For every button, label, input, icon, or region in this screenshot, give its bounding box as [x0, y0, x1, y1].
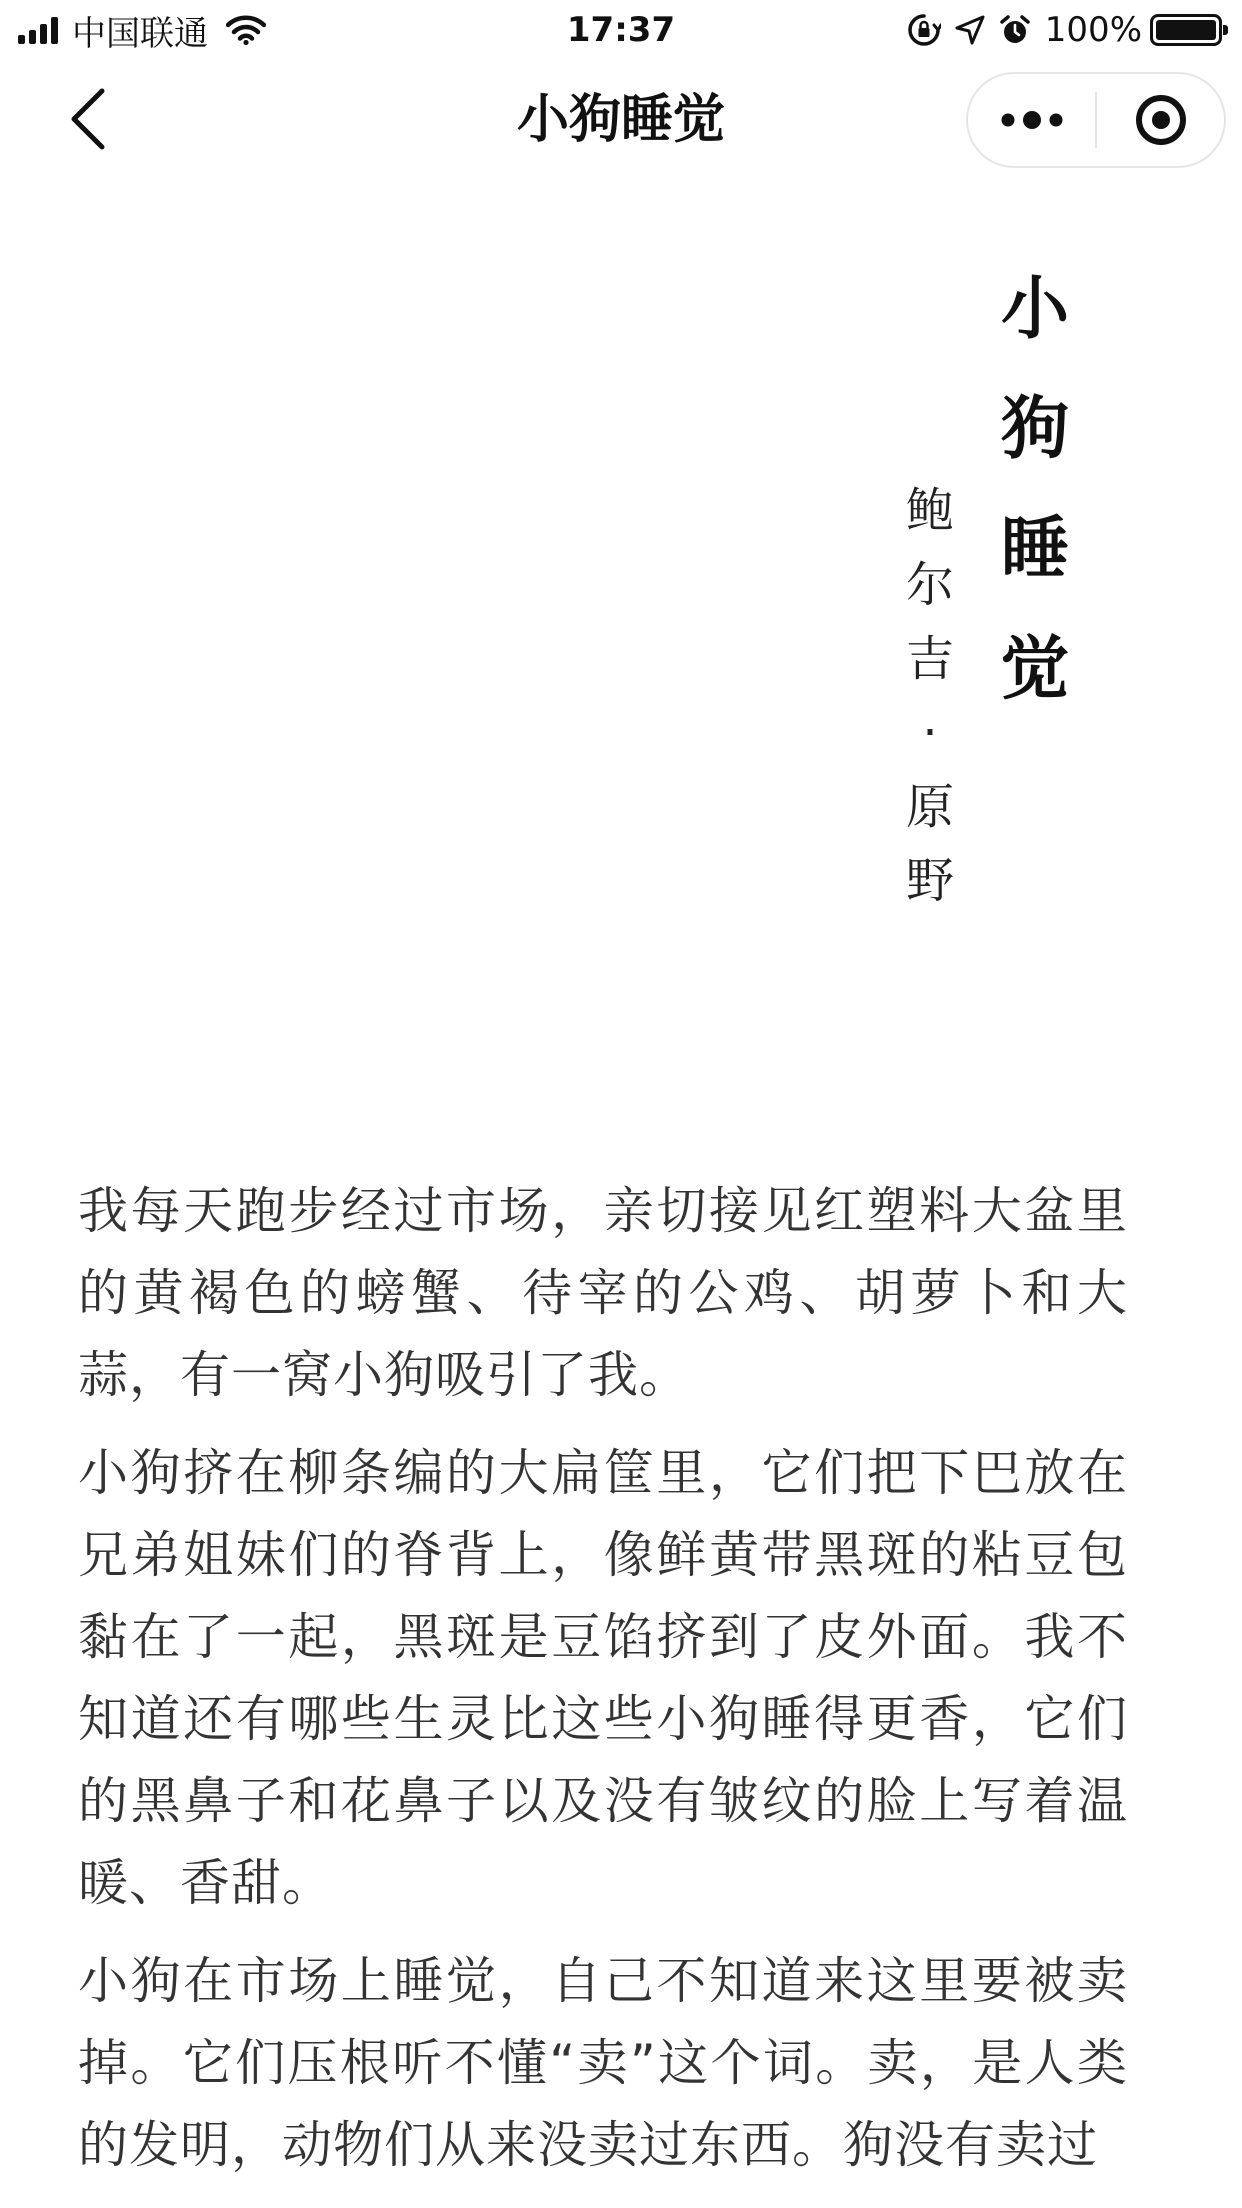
target-circle-icon — [1133, 92, 1189, 148]
author-char: 野 — [905, 853, 954, 909]
author-char: 尔 — [905, 557, 954, 613]
article-paragraph: 小狗在市场上睡觉，自己不知道来这里要被卖掉。它们压根听不懂“卖”这个词。卖，是人类的发明，动物们从来没卖过东西。狗没有卖过 — [78, 1952, 1128, 2174]
nav-bar — [0, 60, 1242, 180]
cover-author-vertical — [890, 474, 970, 918]
battery-icon — [1150, 14, 1222, 46]
article-body — [78, 1170, 1128, 2202]
rotation-lock-icon — [907, 13, 941, 47]
title-char: 小 — [1000, 270, 1069, 349]
mini-program-capsule — [966, 72, 1226, 168]
article-paragraph: 小狗挤在柳条编的大扁筐里，它们把下巴放在兄弟姐妹们的脊背上，像鲜黄带黑斑的粘豆包黏在了一起，黑斑是豆馅挤到了皮外面。我不知道还有哪些生灵比这些小狗睡得更香，它们的黑鼻子和花鼻子以及没有皱纹的脸上写着温暖、香甜。 — [78, 1444, 1128, 1912]
author-char: · — [922, 705, 938, 761]
close-mini-program-button[interactable] — [1097, 74, 1224, 166]
status-bar — [0, 0, 1242, 60]
article-paragraph: 我每天跑步经过市场，亲切接见红塑料大盆里的黄褐色的螃蟹、待宰的公鸡、胡萝卜和大蒜，有一窝小狗吸引了我。 — [78, 1182, 1128, 1404]
author-char: 鲍 — [905, 483, 954, 539]
battery-cap — [1223, 25, 1228, 35]
battery-fill — [1156, 20, 1216, 40]
author-char: 吉 — [905, 631, 954, 687]
carrier-name: 中国联通 — [72, 13, 208, 54]
cover-title-vertical — [990, 250, 1080, 730]
status-right — [893, 8, 1222, 52]
battery-percent: 100% — [1044, 10, 1142, 50]
title-char: 狗 — [1000, 390, 1069, 469]
more-button[interactable] — [968, 74, 1095, 166]
alarm-icon — [999, 14, 1031, 46]
page-title: 小狗睡觉 — [516, 90, 725, 150]
title-char: 睡 — [1000, 510, 1069, 589]
more-dots-icon — [1000, 110, 1064, 130]
author-char: 原 — [905, 779, 954, 835]
title-char: 觉 — [1000, 630, 1069, 709]
status-time: 17:37 — [566, 10, 676, 50]
location-icon — [955, 15, 985, 45]
